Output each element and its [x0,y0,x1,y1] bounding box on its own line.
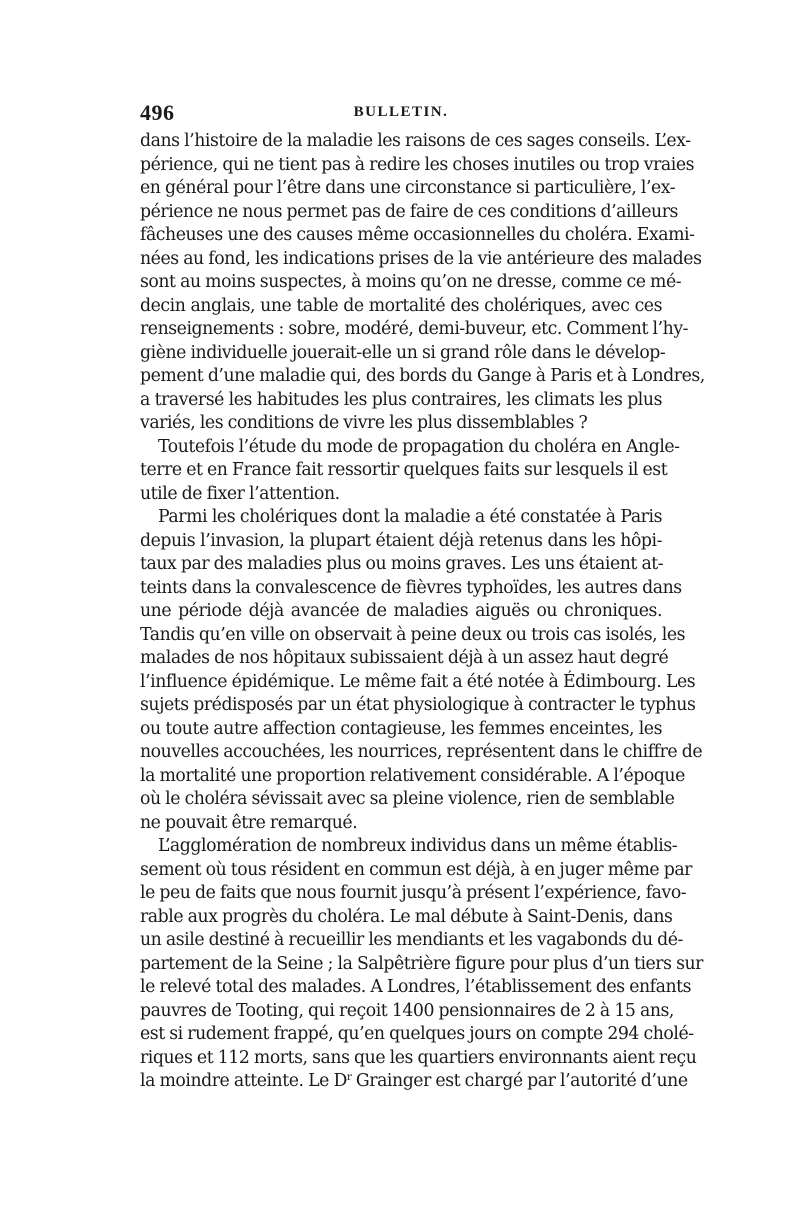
paragraph-end-line: ne pouvait être remarqué. [140,812,358,833]
text-line: dans l’histoire de la maladie les raisons de ces sages conseils. L’ex- [140,131,691,151]
paragraph-start-line: Parmi les cholériques dont la maladie a été constatée à Paris [158,507,662,527]
text-fragment: Grainger est chargé par l’autorité d’une [351,1071,688,1091]
text-line: partement de la Seine ; la Salpêtrière figure pour plus d’un tiers sur [140,953,703,974]
text-line: l’influence épidémique. Le même fait a été notée à Édimbourg. Les [140,671,696,692]
text-line: riques et 112 morts, sans que les quartiers environnants aient reçu [140,1047,697,1068]
last-text-line [140,1070,688,1094]
text-line: depuis l’invasion, la plupart étaient déjà retenus dans les hôpi- [140,530,662,551]
text-line: ou toute autre affection contagieuse, les femmes enceintes, les [140,718,662,739]
text-line: périence, qui ne tient pas à redire les choses inutiles ou trop vraies [140,154,695,175]
text-line: sont au moins suspectes, à moins qu’on ne dresse, comme ce mé- [140,272,682,292]
text-line: où le choléra sévissait avec sa pleine violence, rien de semblable [140,789,675,809]
text-line: sement où tous résident en commun est déjà, à en juger même par [140,859,692,880]
text-line: decin anglais, une table de mortalité des cholériques, avec ces [140,295,662,316]
text-line: renseignements : sobre, modéré, demi-buveur, etc. Comment l’hy- [140,319,689,339]
text-line: teints dans la convalescence de fièvres typhoïdes, les autres dans [140,577,682,598]
running-title: BULLETIN. [353,104,449,120]
text-fragment: la moindre atteinte. Le D [140,1071,347,1091]
text-line: nouvelles accouchées, les nourrices, représentent dans le chiffre de [140,742,703,762]
text-line: a traversé les habitudes les plus contraires, les climats les plus [140,389,662,410]
paragraph-end-line: variés, les conditions de vivre les plus dissemblables ? [140,413,588,433]
text-line: terre et en France fait ressortir quelques faits sur lesquels il est [140,460,668,480]
text-line: Tandis qu’en ville on observait à peine deux ou trois cas isolés, les [140,624,686,645]
text-line: est si rudement frappé, qu’en quelques jours on compte 294 cholé- [140,1024,694,1044]
paragraph-start-line: Toutefois l’étude du mode de propagation du choléra en Angle- [158,436,680,457]
text-line: périence ne nous permet pas de faire de ces conditions d’ailleurs [140,201,678,222]
paragraph-start-line: L’agglomération de nombreux individus dans un même établis- [158,836,678,856]
text-line: le relevé total des malades. A Londres, l’établissement des enfants [140,977,692,997]
text-line: un asile destiné à recueillir les mendiants et les vagabonds du dé- [140,930,683,950]
paragraph-end-line: utile de fixer l’attention. [140,483,340,504]
text-line: en général pour l’être dans une circonstance si particulière, l’ex- [140,178,676,198]
text-line: malades de nos hôpitaux subissaient déjà à un assez haut degré [140,648,669,668]
text-line: la mortalité une proportion relativement considérable. A l’époque [140,765,685,786]
body-text [140,130,705,1094]
text-line: fâcheuses une des causes même occasionnelles du choléra. Exami- [140,225,695,245]
superscript-fragment: r [346,1070,352,1083]
text-line: giène individuelle jouerait-elle un si grand rôle dans le dévelop- [140,342,666,363]
text-line: une période déjà avancée de maladies aiguës ou chroniques. [140,601,662,621]
text-line: pauvres de Tooting, qui reçoit 1400 pensionnaires de 2 à 15 ans, [140,1000,674,1021]
text-line: sujets prédisposés par un état physiologique à contracter le typhus [140,695,696,715]
text-line: le peu de faits que nous fournit jusqu’à présent l’expérience, favo- [140,883,687,903]
text-line: pement d’une maladie qui, des bords du Gange à Paris et à Londres, [140,366,705,386]
running-head [140,100,662,128]
text-line: taux par des maladies plus ou moins graves. Les uns étaient at- [140,554,664,574]
page-number: 496 [140,100,175,125]
text-line: rable aux progrès du choléra. Le mal débute à Saint-Denis, dans [140,906,673,927]
text-line: nées au fond, les indications prises de la vie antérieure des malades [140,248,702,269]
